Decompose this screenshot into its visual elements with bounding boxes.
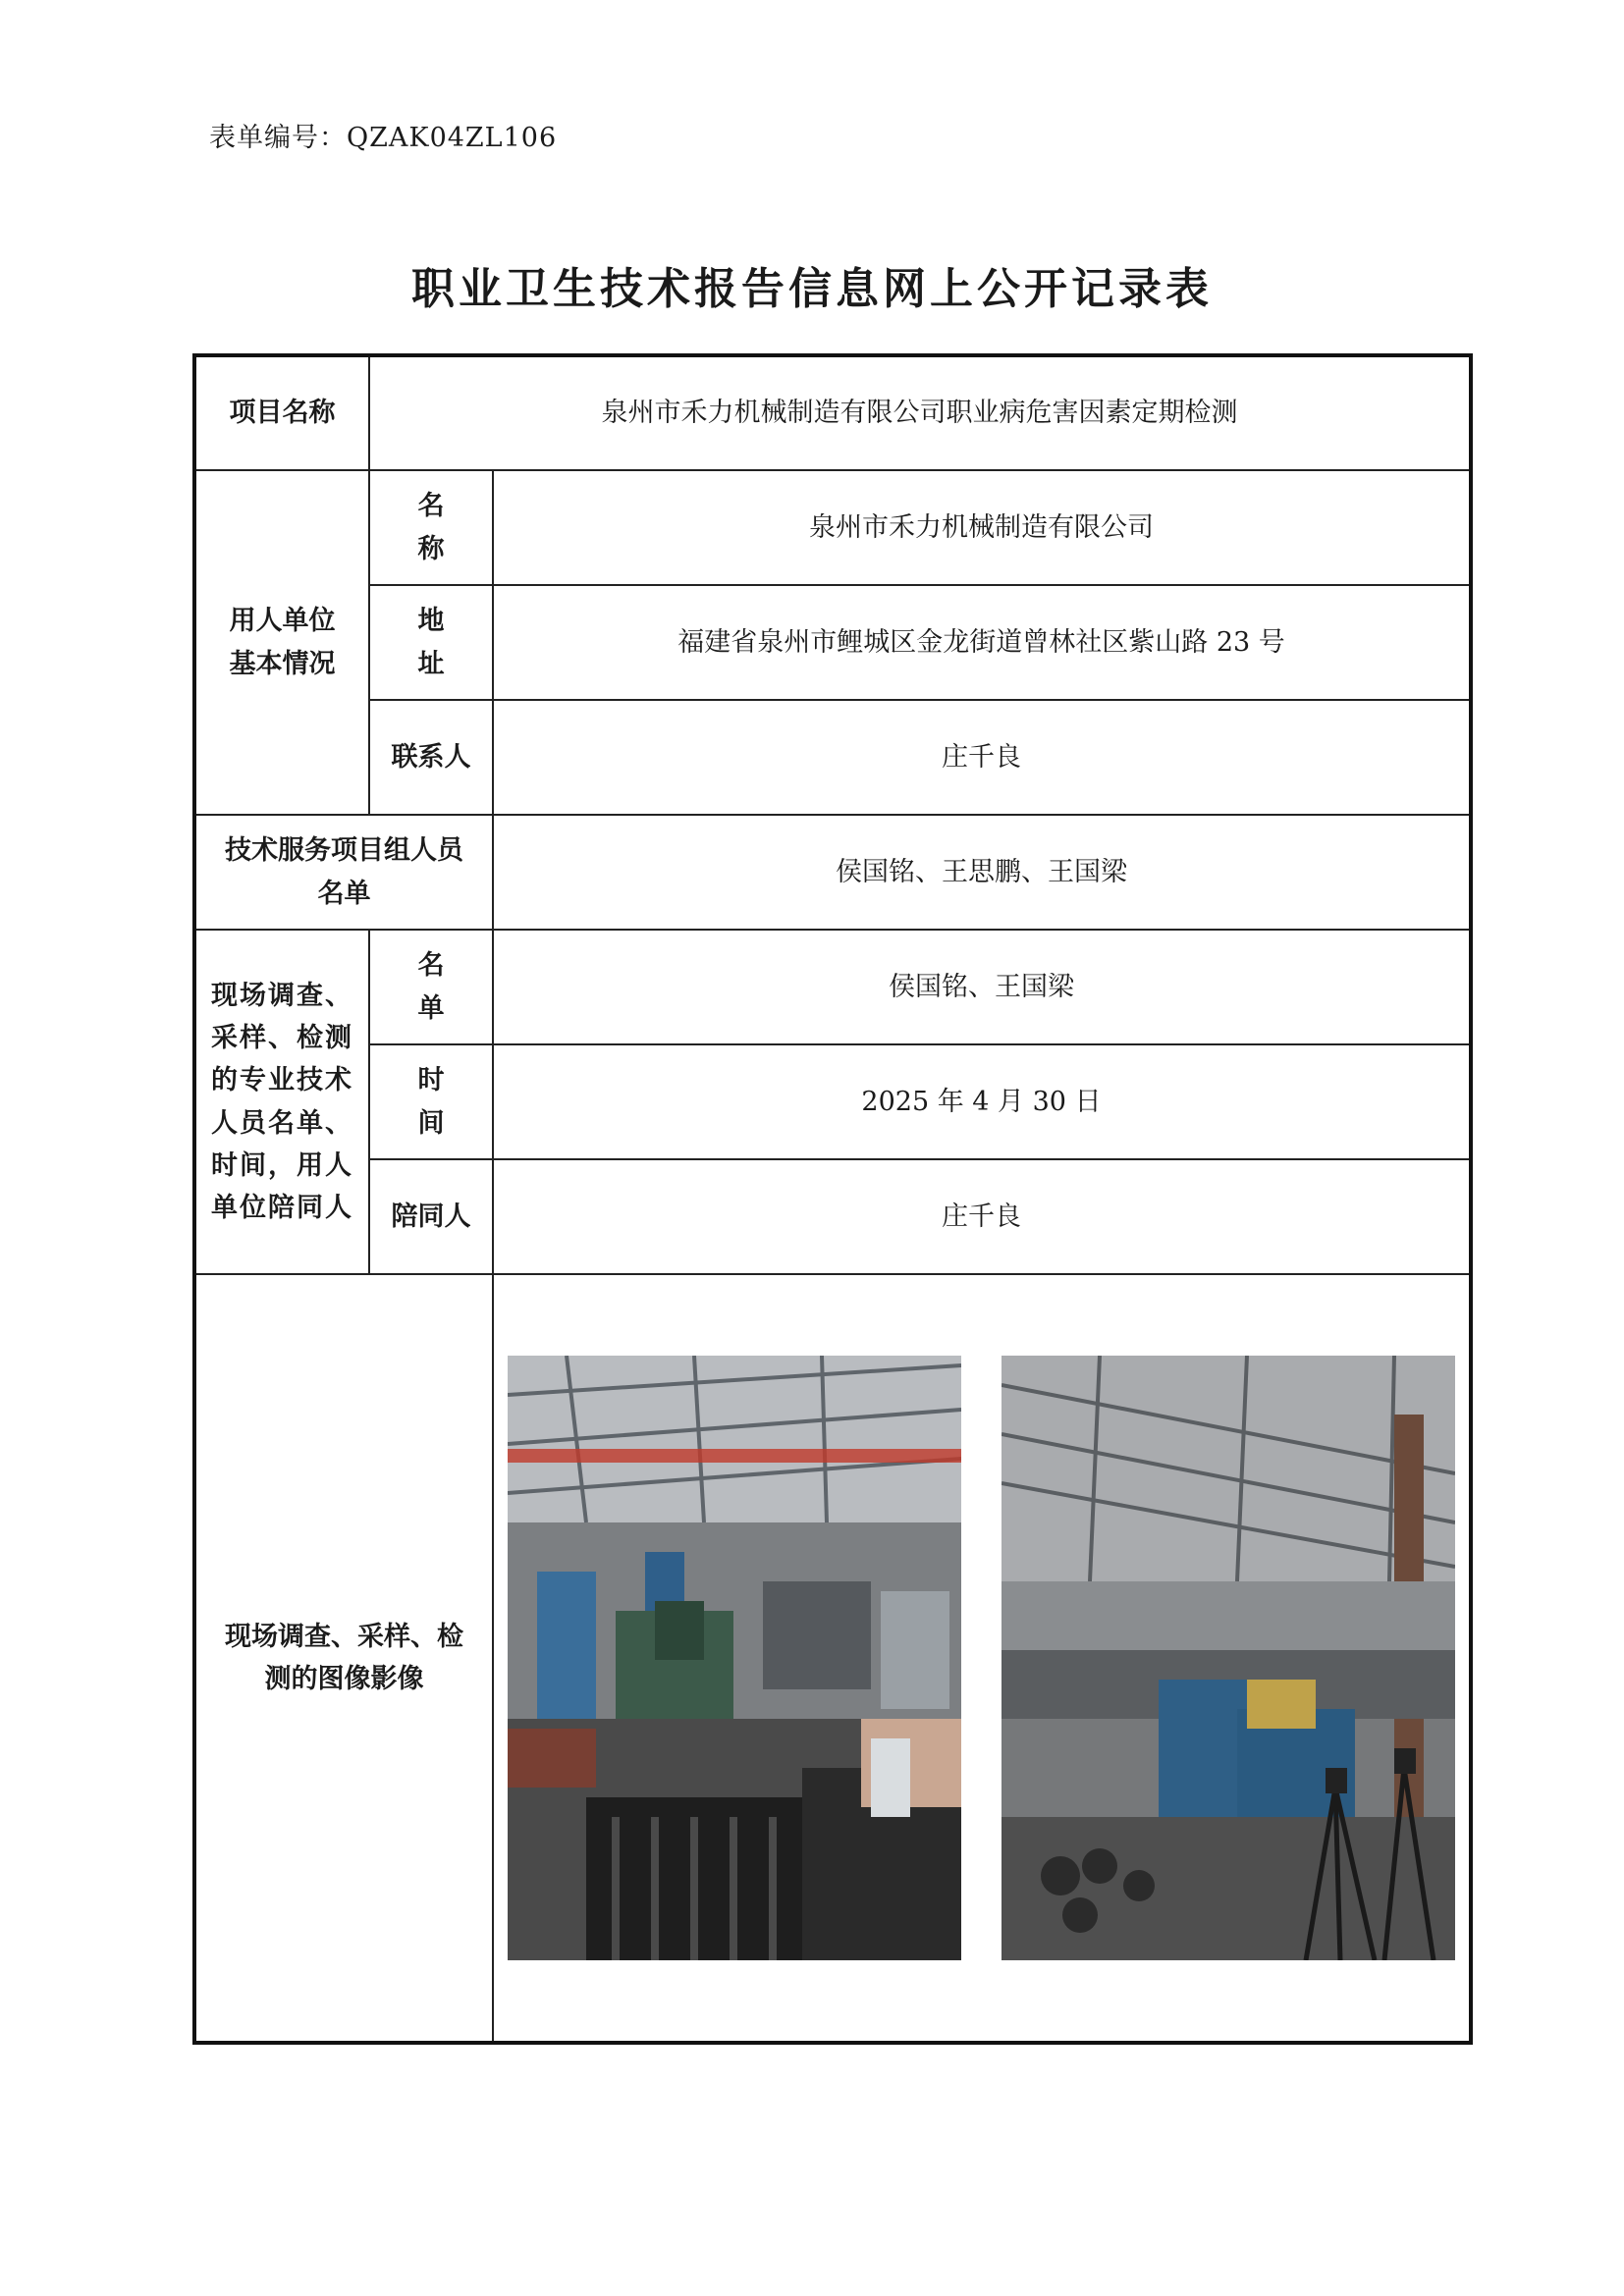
employer-label-line2: 基本情况 (229, 648, 336, 679)
site-photo-left (508, 1356, 961, 1960)
images-label-line2: 测的图像影像 (264, 1664, 424, 1694)
address-label: 地址 (369, 585, 493, 700)
contact-label: 联系人 (369, 700, 493, 815)
row-contact (194, 700, 1471, 815)
workshop-photo-image (508, 1356, 961, 1960)
survey-label-line: 人员名单、 (211, 1107, 353, 1139)
site-images-label (194, 1274, 493, 2043)
survey-list-value: 侯国铭、王国梁 (493, 930, 1471, 1044)
team-label-line2: 名单 (317, 878, 371, 909)
workshop-photo-image (1001, 1356, 1455, 1960)
row-address (194, 585, 1471, 700)
team-label (194, 815, 493, 930)
page-title: 职业卫生技术报告信息网上公开记录表 (411, 264, 1213, 314)
contact-value: 庄千良 (493, 700, 1471, 815)
record-table (192, 353, 1473, 2045)
survey-list-label: 名单 (369, 930, 493, 1044)
escort-label: 陪同人 (369, 1159, 493, 1274)
form-number: 表单编号：QZAK04ZL106 (209, 123, 558, 153)
row-time (194, 1044, 1471, 1159)
survey-label-line: 单位陪同人 (211, 1192, 353, 1223)
row-survey-list (194, 930, 1471, 1044)
name-value: 泉州市禾力机械制造有限公司 (493, 470, 1471, 585)
time-value: 2025 年 4 月 30 日 (493, 1044, 1471, 1159)
row-team (194, 815, 1471, 930)
project-name-label: 项目名称 (194, 355, 369, 470)
address-value: 福建省泉州市鲤城区金龙街道曾林社区紫山路 23 号 (493, 585, 1471, 700)
time-label: 时间 (369, 1044, 493, 1159)
images-label-line1: 现场调查、采样、检 (225, 1621, 463, 1652)
survey-staff-label (194, 930, 369, 1274)
row-project-name (194, 355, 1471, 470)
team-label-line1: 技术服务项目组人员 (225, 835, 463, 867)
project-name-value: 泉州市禾力机械制造有限公司职业病危害因素定期检测 (369, 355, 1471, 470)
survey-label-line: 的专业技术 (211, 1065, 353, 1096)
row-employer-name (194, 470, 1471, 585)
site-photo-right (1001, 1356, 1455, 1960)
escort-value: 庄千良 (493, 1159, 1471, 1274)
survey-label-line: 时间，用人 (211, 1149, 353, 1181)
employer-label-line1: 用人单位 (229, 606, 336, 637)
employer-info-label (194, 470, 369, 815)
site-images-cell (493, 1274, 1471, 2043)
survey-label-line: 现场调查、 (211, 980, 353, 1011)
team-value: 侯国铭、王思鹏、王国梁 (493, 815, 1471, 930)
row-escort (194, 1159, 1471, 1274)
name-label: 名称 (369, 470, 493, 585)
row-site-images (194, 1274, 1471, 2043)
survey-label-line: 采样、检测 (211, 1023, 353, 1054)
